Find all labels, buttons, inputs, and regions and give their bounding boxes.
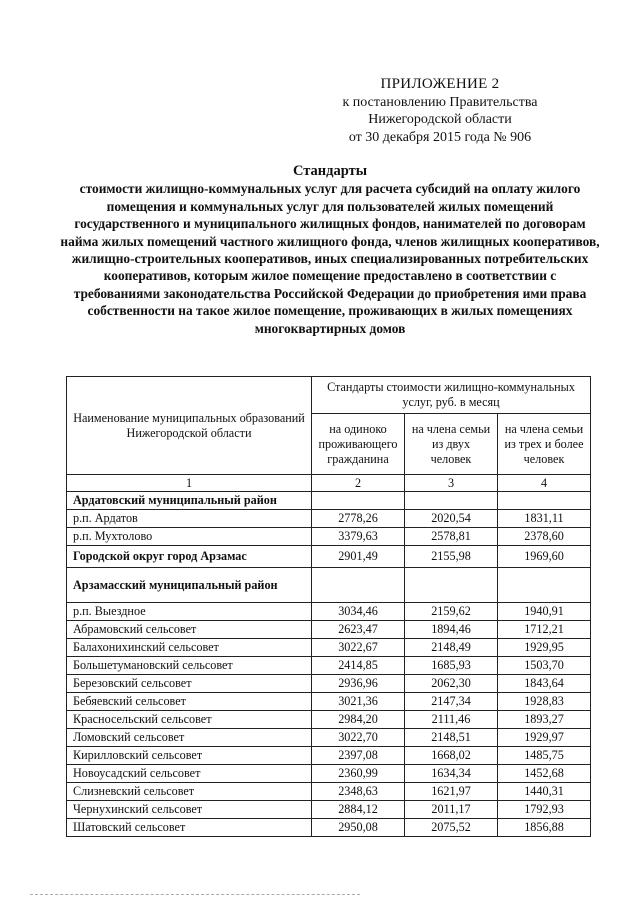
table-row [67,765,591,783]
row-value-2: 2075,52 [405,819,498,837]
table-row [67,801,591,819]
row-value-2: 1894,46 [405,621,498,639]
table-row [67,568,591,603]
row-value-2: 2011,17 [405,801,498,819]
row-name: Бебяевский сельсовет [67,693,312,711]
appendix-block [320,76,560,146]
standards-table [66,376,591,837]
row-name: Арзамасский муниципальный район [67,568,312,603]
row-value-1: 2348,63 [312,783,405,801]
heading-main: Стандарты [292,163,368,179]
col-name-header: Наименование муниципальных образований Нижегородской области [67,377,312,475]
table-row [67,693,591,711]
col-number-4: 4 [498,475,591,492]
col-number-3: 3 [405,475,498,492]
row-value-2: 2111,46 [405,711,498,729]
col-number-2: 2 [312,475,405,492]
row-value-2: 2147,34 [405,693,498,711]
row-value-2 [405,492,498,510]
row-value-2: 1668,02 [405,747,498,765]
table-row [67,711,591,729]
row-value-1: 3021,36 [312,693,405,711]
row-value-2: 1685,93 [405,657,498,675]
table-row [67,528,591,546]
row-value-2: 2159,62 [405,603,498,621]
group-header: Стандарты стоимости жилищно-коммунальных услуг, руб. в месяц [312,377,591,414]
row-value-2: 2148,49 [405,639,498,657]
row-value-1: 3022,70 [312,729,405,747]
row-value-3: 1929,97 [498,729,591,747]
row-value-3 [498,492,591,510]
row-value-2: 2062,30 [405,675,498,693]
table-row [67,819,591,837]
row-value-3 [498,568,591,603]
row-value-1: 2884,12 [312,801,405,819]
row-name: Слизневский сельсовет [67,783,312,801]
row-value-1: 2414,85 [312,657,405,675]
table-row [67,783,591,801]
row-value-2 [405,568,498,603]
row-value-2: 1621,97 [405,783,498,801]
document-heading [60,163,600,337]
row-name: Чернухинский сельсовет [67,801,312,819]
row-value-1: 2360,99 [312,765,405,783]
row-name: Новоусадский сельсовет [67,765,312,783]
table-row [67,675,591,693]
row-value-1: 2984,20 [312,711,405,729]
row-value-3: 1893,27 [498,711,591,729]
table-row [67,603,591,621]
row-value-3: 1929,95 [498,639,591,657]
row-value-1: 2936,96 [312,675,405,693]
row-value-3: 1856,88 [498,819,591,837]
row-value-1: 2901,49 [312,546,405,568]
row-name: Большетумановский сельсовет [67,657,312,675]
row-value-1 [312,492,405,510]
row-name: р.п. Мухтолово [67,528,312,546]
row-value-2: 2155,98 [405,546,498,568]
row-value-1: 2623,47 [312,621,405,639]
appendix-line-3: от 30 декабря 2015 года № 906 [348,129,532,145]
appendix-line-1: к постановлению Правительства [342,94,538,110]
row-name: р.п. Выездное [67,603,312,621]
row-value-3: 1940,91 [498,603,591,621]
table-row [67,747,591,765]
row-name: Абрамовский сельсовет [67,621,312,639]
row-value-1: 2778,26 [312,510,405,528]
row-value-3: 1712,21 [498,621,591,639]
row-name: Кирилловский сельсовет [67,747,312,765]
appendix-line-2: Нижегородской области [368,112,512,127]
table-row [67,621,591,639]
row-value-1: 3022,67 [312,639,405,657]
scan-artifact-line [30,894,360,897]
row-value-3: 1792,93 [498,801,591,819]
row-name: Ломовский сельсовет [67,729,312,747]
table-row [67,657,591,675]
row-name: р.п. Ардатов [67,510,312,528]
row-value-3: 1969,60 [498,546,591,568]
row-name: Городской округ город Арзамас [67,546,312,568]
row-value-1: 3379,63 [312,528,405,546]
row-value-2: 2578,81 [405,528,498,546]
row-value-1: 2397,08 [312,747,405,765]
heading-body: стоимости жилищно-коммунальных услуг для расчета субсидий на оплату жилого помещения и коммунальных услуг для пользователей жилых помещений государственного и муниципального жилищных фондов, нанимателей по договорам найма жилых помещений частного жилищного фонда, членов жилищных кооперативов, жилищно-строительных кооперативов, иных специализированных потребительских кооперативов, которым жилое помещение предоставлено в соответствии с требованиями законодательства Российской Федерации до приобретения ими права собственности на такое жилое помещение, проживающих в жилых помещениях многоквартирных домов [60,181,600,336]
row-value-1 [312,568,405,603]
row-value-3: 1928,83 [498,693,591,711]
row-value-3: 1440,31 [498,783,591,801]
row-name: Красносельский сельсовет [67,711,312,729]
col-number-1: 1 [67,475,312,492]
row-name: Шатовский сельсовет [67,819,312,837]
row-value-3: 1485,75 [498,747,591,765]
row-value-3: 1503,70 [498,657,591,675]
table-row [67,492,591,510]
row-name: Балахонихинский сельсовет [67,639,312,657]
table-row [67,510,591,528]
row-value-3: 2378,60 [498,528,591,546]
row-value-2: 1634,34 [405,765,498,783]
row-value-3: 1831,11 [498,510,591,528]
row-value-2: 2148,51 [405,729,498,747]
row-value-1: 3034,46 [312,603,405,621]
table-row [67,546,591,568]
table-row [67,639,591,657]
row-name: Березовский сельсовет [67,675,312,693]
row-value-3: 1843,64 [498,675,591,693]
sub-header-1: на одиноко проживающего гражданина [312,414,405,475]
sub-header-3: на члена семьи из трех и более человек [498,414,591,475]
table-row [67,729,591,747]
row-value-1: 2950,08 [312,819,405,837]
row-name: Ардатовский муниципальный район [67,492,312,510]
row-value-2: 2020,54 [405,510,498,528]
appendix-title: ПРИЛОЖЕНИЕ 2 [380,76,500,92]
row-value-3: 1452,68 [498,765,591,783]
sub-header-2: на члена семьи из двух человек [405,414,498,475]
